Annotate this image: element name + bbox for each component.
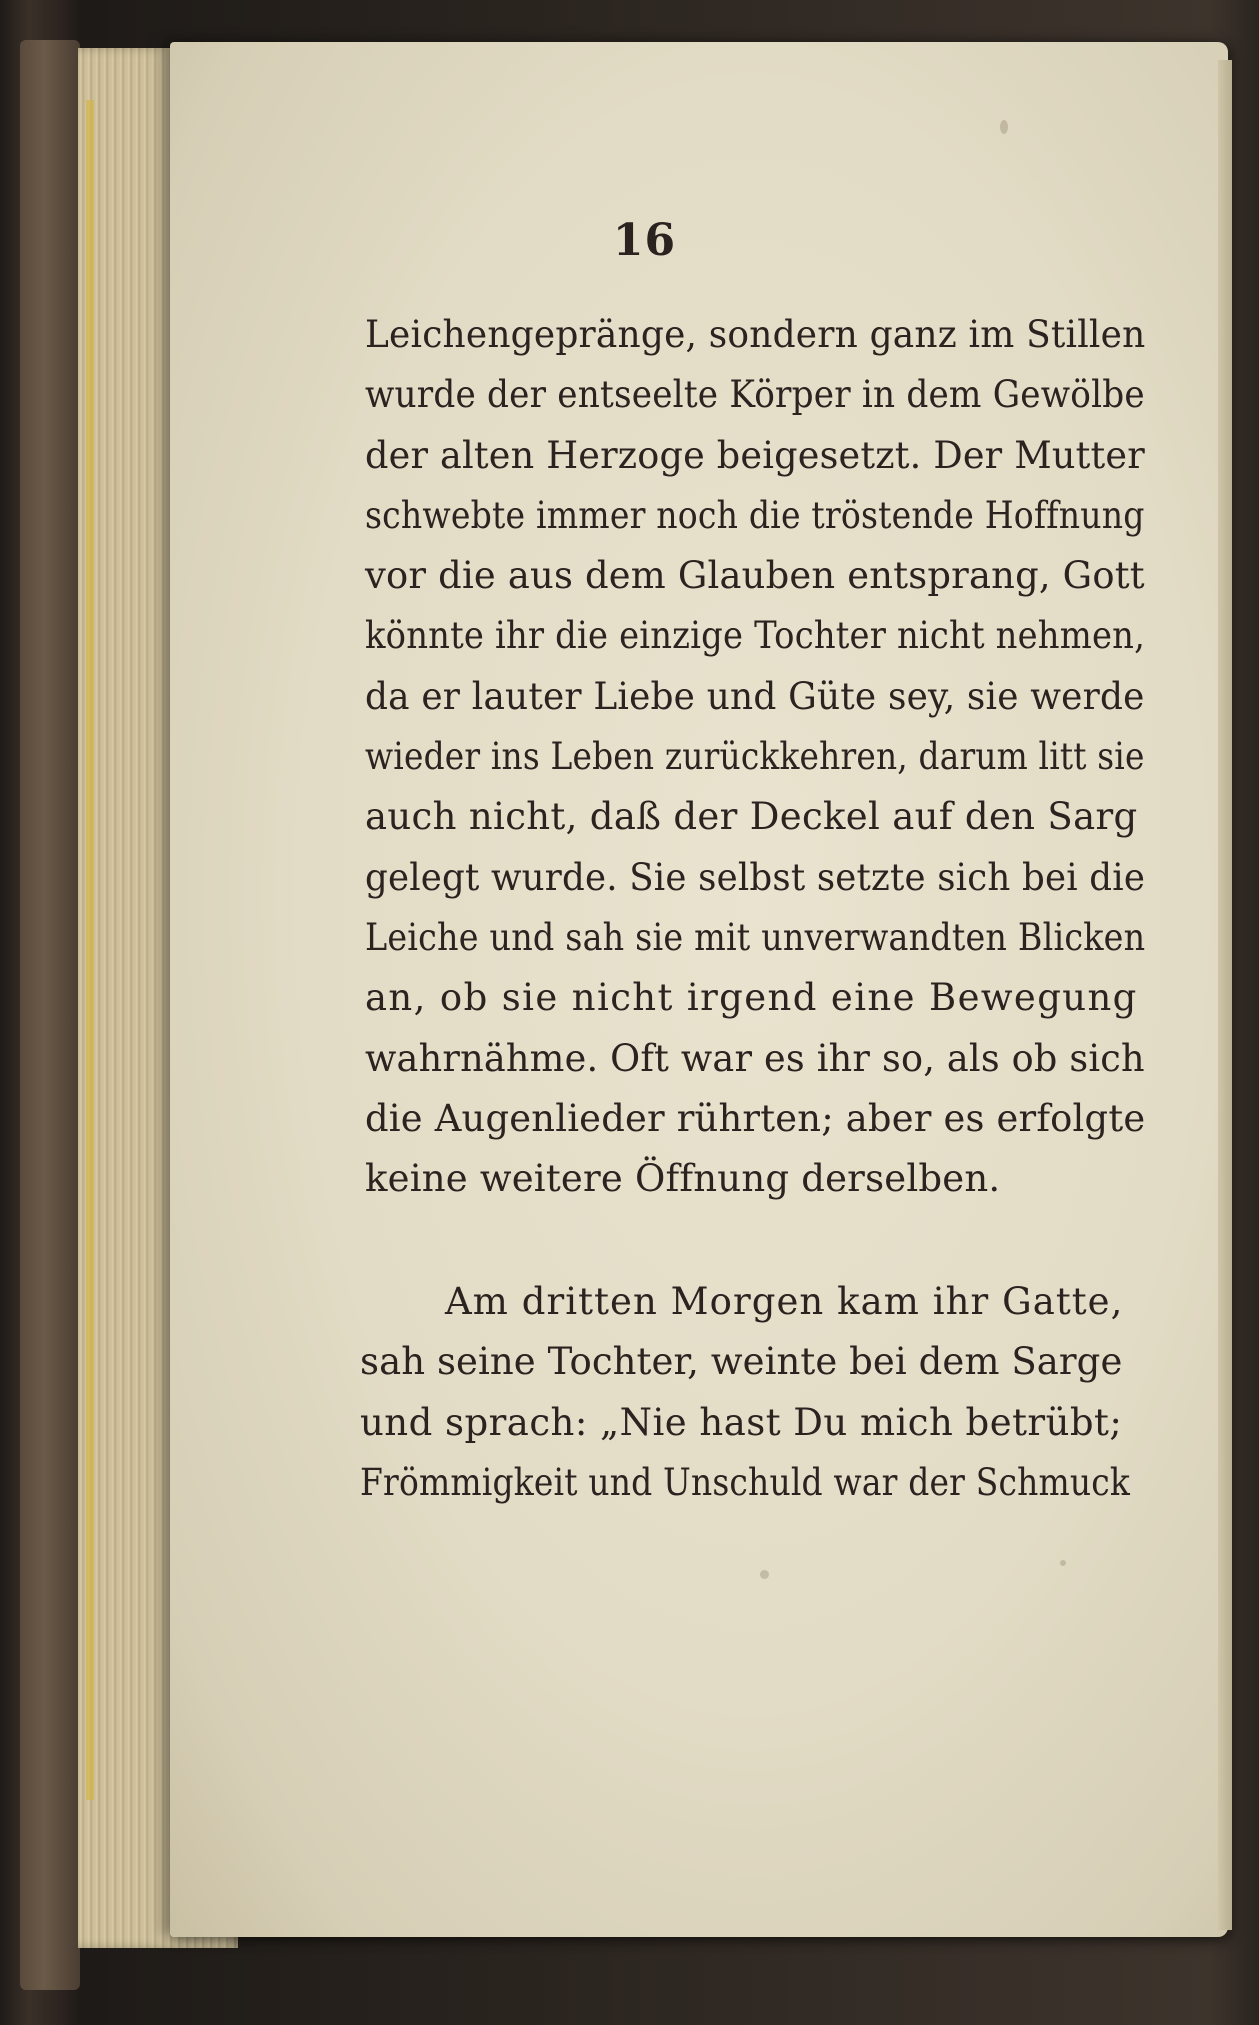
- text-line: Leichengepränge, sondern ganz im Stillen: [365, 313, 1146, 356]
- text-line: Am dritten Morgen kam ihr Gatte,: [445, 1280, 1124, 1323]
- ink-speck: [1060, 1560, 1066, 1566]
- book-cover-edge: [20, 40, 80, 1990]
- text-line: wahrnähme. Oft war es ihr so, als ob sich: [365, 1036, 1145, 1080]
- text-line: da er lauter Liebe und Güte sey, sie werde: [365, 674, 1145, 718]
- text-line: wurde der entseelte Körper in dem Gewölbe: [365, 373, 1145, 417]
- text-line: sah seine Tochter, weinte bei dem Sarge: [360, 1340, 1123, 1384]
- text-line: vor die aus dem Glauben entsprang, Gott: [365, 554, 1145, 598]
- text-line: die Augenlieder rührten; aber es erfolgte: [365, 1096, 1146, 1140]
- text-line: auch nicht, daß der Deckel auf den Sarg: [365, 795, 1138, 839]
- text-line: Frömmigkeit und Unschuld war der Schmuck: [360, 1460, 1131, 1504]
- text-line: an, ob sie nicht irgend eine Bewegung: [365, 976, 1138, 1020]
- page-right-edge: [1218, 60, 1232, 1930]
- page-edge-gilding: [86, 100, 94, 1800]
- text-line: schwebte immer noch die tröstende Hoffnung: [365, 493, 1145, 537]
- ink-speck: [1000, 120, 1008, 134]
- ink-speck: [760, 1570, 769, 1579]
- text-line: der alten Herzoge beigesetzt. Der Mutter: [365, 433, 1145, 477]
- text-line: wieder ins Leben zurückkehren, darum litt sie: [365, 735, 1145, 779]
- text-line: Leiche und sah sie mit unverwandten Blicken: [365, 915, 1146, 959]
- text-line: keine weitere Öffnung derselben.: [365, 1157, 1001, 1201]
- text-line: gelegt wurde. Sie selbst setzte sich bei die: [365, 855, 1146, 899]
- paragraph-1: [365, 305, 1145, 1209]
- paragraph-2: [360, 1272, 1130, 1513]
- text-line: und sprach: „Nie hast Du mich betrübt;: [360, 1400, 1123, 1444]
- page-number: 16: [612, 215, 677, 266]
- text-line: könnte ihr die einzige Tochter nicht nehmen,: [365, 614, 1146, 658]
